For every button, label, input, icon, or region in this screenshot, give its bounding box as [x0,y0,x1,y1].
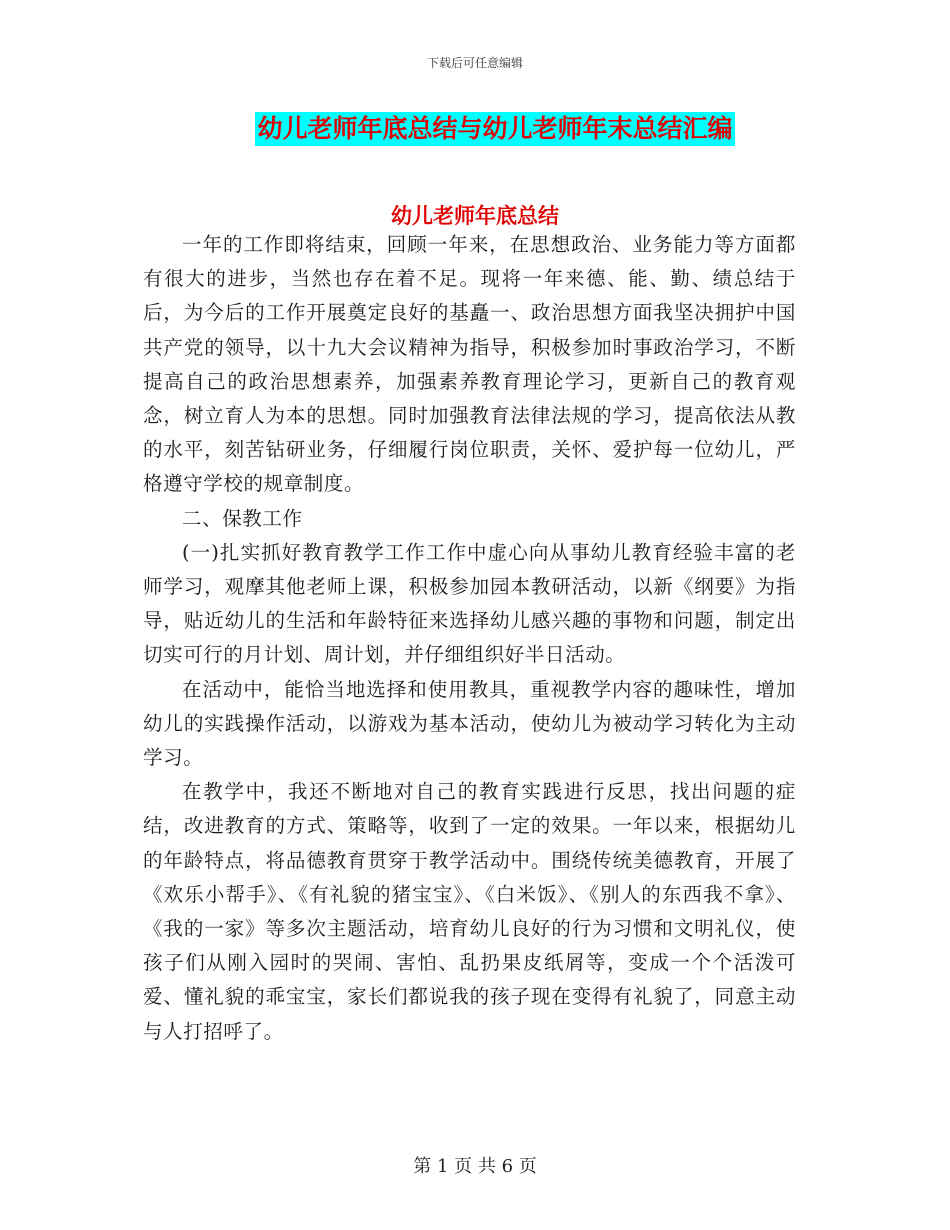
paragraph: (一)扎实抓好教育教学工作工作中虚心向从事幼儿教育经验丰富的老师学习，观摩其他老师上课，积极参加园本教研活动，以新《纲要》为指导，贴近幼儿的生活和年龄特征来选择幼儿感兴趣的事物和问题，制定出切实可行的月计划、周计划，并仔细组织好半日活动。 [143,540,796,667]
paragraph: 一年的工作即将结束，回顾一年来，在思想政治、业务能力等方面都有很大的进步，当然也存在着不足。现将一年来德、能、勤、绩总结于后，为今后的工作开展奠定良好的基矗一、政治思想方面我坚决拥护中国共产党的领导，以十九大会议精神为指导，积极参加时事政治学习，不断提高自己的政治思想素养，加强素养教育理论学习，更新自己的教育观念，树立育人为本的思想。同时加强教育法律法规的学习，提高依法从教的水平，刻苦钻研业务，仔细履行岗位职责，关怀、爱护每一位幼儿，严格遵守学校的规章制度。 [143,233,796,496]
paragraph: 在教学中，我还不断地对自己的教育实践进行反思，找出问题的症结，改进教育的方式、策略等，收到了一定的效果。一年以来，根据幼儿的年龄特点，将品德教育贯穿于教学活动中。围绕传统美德教育，开展了《欢乐小帮手》、《有礼貌的猪宝宝》、《白米饭》、《别人的东西我不拿》、《我的一家》等多次主题活动，培育幼儿良好的行为习惯和文明礼仪，使孩子们从刚入园时的哭闹、害怕、乱扔果皮纸屑等，变成一个个活泼可爱、懂礼貌的乖宝宝，家长们都说我的孩子现在变得有礼貌了，同意主动与人打招呼了。 [143,780,796,1043]
document-title-block [0,112,950,146]
page-number: 第 1 页 共 6 页 [413,1156,537,1177]
paragraph: 二、保教工作 [182,506,303,530]
section-title: 幼儿老师年底总结 [391,203,559,228]
header-note: 下载后可任意编辑 [426,56,523,70]
document-title: 幼儿老师年底总结与幼儿老师年末总结汇编 [255,112,734,146]
paragraph: 在活动中，能恰当地选择和使用教具，重视教学内容的趣味性，增加幼儿的实践操作活动，以游戏为基本活动，使幼儿为被动学习转化为主动学习。 [143,677,796,770]
document-body [143,228,796,1049]
